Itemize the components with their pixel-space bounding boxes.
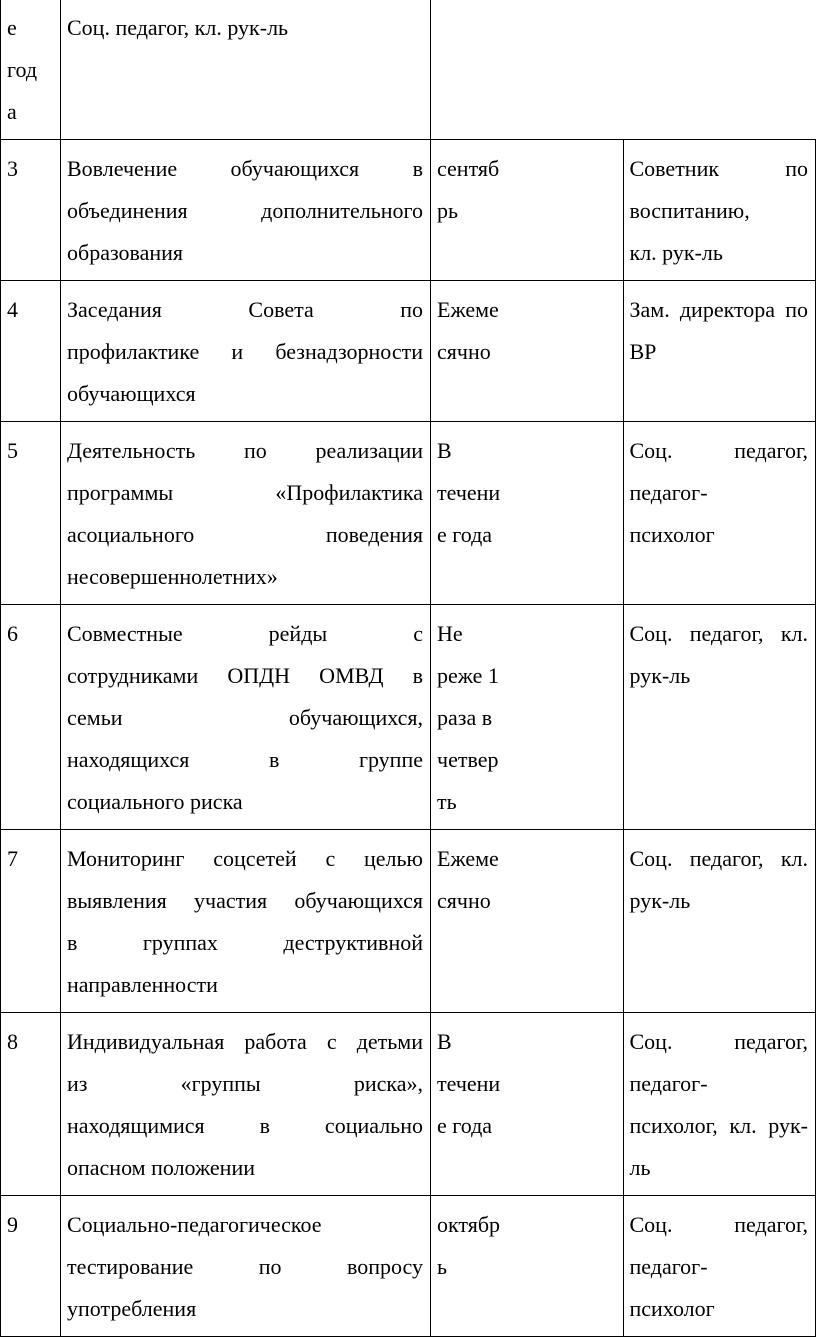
period-text-line: е года xyxy=(437,1113,493,1138)
row-number-text: 9 xyxy=(7,1212,18,1237)
activity-text-line: Мониторинг соцсетей с целью xyxy=(67,846,423,871)
row-number-cell xyxy=(1,830,61,1013)
activity-text-line: объединения дополнительного xyxy=(67,198,423,223)
period-cell xyxy=(431,830,624,1013)
table-row xyxy=(1,140,816,281)
row-number-text: 7 xyxy=(7,846,18,871)
activity-text-line: сотрудниками ОПДН ОМВД в xyxy=(67,663,423,688)
period-text-line: сячно xyxy=(437,339,491,364)
row-number-cell xyxy=(1,140,61,281)
period-text-line: сячно xyxy=(437,888,491,913)
responsible-cell xyxy=(623,140,816,281)
activity-text-line: выявления участия обучающихся xyxy=(67,888,423,913)
table-row xyxy=(1,422,816,605)
activity-text-line: направленности xyxy=(67,972,218,997)
activity-text-line: программы «Профилактика xyxy=(67,480,423,505)
activity-text-line: употребления xyxy=(67,1296,197,1321)
period-text-line: В xyxy=(437,1029,452,1054)
responsible-text-line: Соц. педагог, педагог- xyxy=(629,438,808,505)
activity-text-line: обучающихся xyxy=(67,381,196,406)
row-number-cell xyxy=(1,1013,61,1196)
empty-cell xyxy=(431,0,816,140)
activity-text-line: профилактике и безнадзорности xyxy=(67,339,423,364)
period-text-line: четвер xyxy=(437,747,499,772)
table-row xyxy=(1,0,816,140)
activity-cell xyxy=(61,140,431,281)
period-cell xyxy=(431,605,624,830)
activity-text-line: Деятельность по реализации xyxy=(67,438,423,463)
activity-text-line: Совместные рейды с xyxy=(67,621,423,646)
activity-text-line: образования xyxy=(67,240,184,265)
period-text-line: В xyxy=(437,438,452,463)
row-number-text: 8 xyxy=(7,1029,18,1054)
activity-text-line: Заседания Совета по xyxy=(67,297,423,322)
period-text-line: ь xyxy=(437,1254,448,1279)
responsible-text-line: психолог xyxy=(629,1296,715,1321)
responsible-cell xyxy=(623,1196,816,1337)
table-row xyxy=(1,1196,816,1337)
responsible-text-line: Соц. педагог, кл. рук-ль xyxy=(629,846,808,913)
activity-cell xyxy=(61,1196,431,1337)
row-number-text: а xyxy=(7,99,17,124)
activity-text-line: несовершеннолетних» xyxy=(67,564,278,589)
activity-text-line: Вовлечение обучающихся в xyxy=(67,156,423,181)
period-text-line: е года xyxy=(437,522,493,547)
row-number-text: год xyxy=(7,57,38,82)
activity-text-line: находящимися в социально xyxy=(67,1113,423,1138)
responsible-text-line: Соц. педагог, педагог- xyxy=(629,1212,808,1279)
row-number-cell xyxy=(1,422,61,605)
responsible-cell xyxy=(623,830,816,1013)
row-number-cell xyxy=(1,1196,61,1337)
period-text-line: Не xyxy=(437,621,463,646)
responsible-text-line: Соц. педагог, кл. рук-ль xyxy=(629,621,808,688)
activity-text-line: асоциального поведения xyxy=(67,522,423,547)
responsible-text-line: Соц. педагог, педагог- xyxy=(629,1029,808,1096)
period-text-line: реже 1 xyxy=(437,663,499,688)
period-cell xyxy=(431,422,624,605)
period-text-line: рь xyxy=(437,198,459,223)
period-text-line: течени xyxy=(437,480,501,505)
row-number-cell xyxy=(1,605,61,830)
responsible-text-line: Зам. директора по ВР xyxy=(629,297,808,364)
activity-text-line: находящихся в группе xyxy=(67,747,423,772)
activity-text-line: тестирование по вопросу xyxy=(67,1254,423,1279)
row-number-text: 4 xyxy=(7,297,18,322)
activity-cell xyxy=(61,1013,431,1196)
responsible-text-line: кл. рук-ль xyxy=(629,240,723,265)
activity-text-line: в группах деструктивной xyxy=(67,930,423,955)
period-text-line: ть xyxy=(437,789,457,814)
responsible-text-line: психолог, кл. рук-ль xyxy=(629,1113,808,1180)
table-row xyxy=(1,281,816,422)
responsible-text-line: Советник по воспитанию, xyxy=(629,156,808,223)
table-row xyxy=(1,605,816,830)
activity-cell xyxy=(61,0,431,140)
row-number-text: е xyxy=(7,15,17,40)
period-text-line: течени xyxy=(437,1071,501,1096)
period-cell xyxy=(431,1196,624,1337)
activity-cell xyxy=(61,281,431,422)
activity-text-line: Индивидуальная работа с детьми xyxy=(67,1029,423,1054)
period-text-line: сентяб xyxy=(437,156,500,181)
period-text-line: раза в xyxy=(437,705,493,730)
activity-text-line: опасном положении xyxy=(67,1155,255,1180)
activity-text-line: Соц. педагог, кл. рук-ль xyxy=(67,15,289,40)
table-body xyxy=(1,0,816,1337)
responsible-cell xyxy=(623,605,816,830)
activity-cell xyxy=(61,605,431,830)
responsible-text-line: психолог xyxy=(629,522,715,547)
activity-text-line: семьи обучающихся, xyxy=(67,705,423,730)
row-number-text: 6 xyxy=(7,621,18,646)
row-number-text: 3 xyxy=(7,156,18,181)
table-row xyxy=(1,830,816,1013)
responsible-cell xyxy=(623,281,816,422)
row-number-cell xyxy=(1,281,61,422)
table-row xyxy=(1,1013,816,1196)
activity-text-line: Социально-педагогическое xyxy=(67,1212,322,1237)
activity-text-line: социального риска xyxy=(67,789,243,814)
row-number-text: 5 xyxy=(7,438,18,463)
period-text-line: Ежеме xyxy=(437,297,499,322)
activity-cell xyxy=(61,830,431,1013)
responsible-cell xyxy=(623,422,816,605)
period-cell xyxy=(431,281,624,422)
activity-text-line: из «группы риска», xyxy=(67,1071,423,1096)
period-text-line: Ежеме xyxy=(437,846,499,871)
period-cell xyxy=(431,1013,624,1196)
period-cell xyxy=(431,140,624,281)
period-text-line: октябр xyxy=(437,1212,501,1237)
responsible-cell xyxy=(623,1013,816,1196)
row-number-cell xyxy=(1,0,61,140)
activity-cell xyxy=(61,422,431,605)
